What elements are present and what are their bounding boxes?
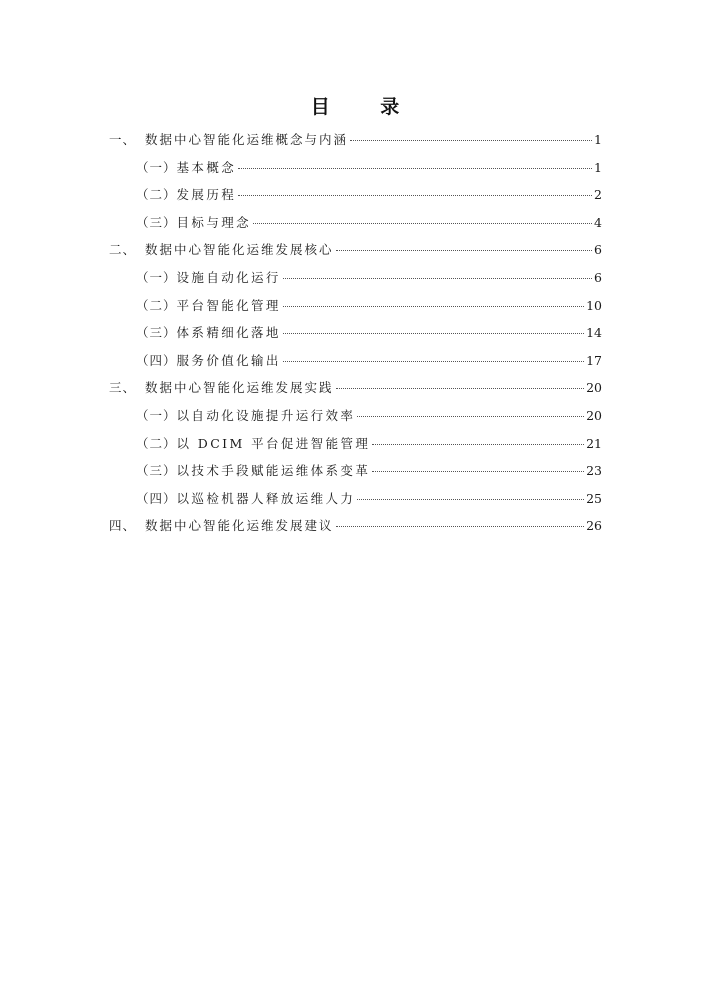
toc-entry[interactable] [136, 319, 602, 347]
toc-entry[interactable] [136, 154, 602, 182]
toc-entry-page: 20 [586, 407, 602, 423]
toc-entry-page: 2 [594, 187, 602, 203]
toc-entry[interactable] [136, 181, 602, 209]
toc-entry[interactable] [109, 512, 602, 540]
toc-entry-text: 数据中心智能化运维发展实践 [145, 380, 334, 396]
dot-leader [350, 140, 592, 141]
toc-title: 目 录 [310, 96, 422, 118]
toc-entry-text: 基本概念 [176, 159, 237, 175]
toc-entry[interactable] [109, 374, 602, 402]
dot-leader [283, 333, 584, 334]
dot-leader [238, 195, 592, 196]
table-of-contents [0, 126, 710, 540]
toc-entry-page: 21 [586, 435, 602, 451]
toc-entry-number: 二、 [109, 242, 137, 258]
toc-entry-page: 23 [586, 463, 602, 479]
toc-entry-text: 数据中心智能化运维发展核心 [145, 242, 334, 258]
toc-entry-page: 25 [586, 490, 602, 506]
toc-entry-page: 6 [594, 242, 602, 258]
toc-entry[interactable] [136, 347, 602, 375]
dot-leader [336, 388, 585, 389]
dot-leader [357, 416, 584, 417]
dot-leader [238, 168, 592, 169]
dot-leader [372, 444, 584, 445]
dot-leader [357, 499, 584, 500]
toc-entry[interactable] [109, 236, 602, 264]
toc-entry-page: 1 [594, 159, 602, 175]
toc-entry[interactable] [136, 264, 602, 292]
dot-leader [283, 361, 584, 362]
toc-entry-number: （一） [136, 159, 177, 175]
dot-leader [283, 306, 584, 307]
dot-leader [253, 223, 592, 224]
toc-entry[interactable] [136, 457, 602, 485]
toc-entry-page: 14 [586, 325, 602, 341]
toc-entry-number: 一、 [109, 132, 137, 147]
toc-entry[interactable] [136, 430, 602, 458]
toc-entry-text: 以技术手段赋能运维体系变革 [176, 463, 371, 479]
dot-leader [336, 526, 585, 527]
dot-leader [283, 278, 592, 279]
toc-entry-text: 数据中心智能化运维发展建议 [145, 518, 334, 534]
toc-entry-text: 平台智能化管理 [176, 297, 281, 313]
dot-leader [336, 250, 593, 251]
toc-entry[interactable] [109, 126, 602, 154]
toc-entry-text: 服务价值化输出 [176, 352, 281, 368]
toc-entry-number: （二） [136, 435, 177, 451]
toc-entry-page: 6 [594, 269, 602, 285]
toc-entry-number: （三） [136, 325, 177, 341]
toc-entry-number: （二） [136, 297, 177, 313]
toc-entry-page: 20 [586, 380, 602, 396]
toc-entry-page: 4 [594, 214, 602, 230]
toc-entry-number: （一） [136, 407, 177, 423]
toc-entry-number: 三、 [109, 380, 137, 396]
toc-entry-number: （四） [136, 352, 177, 368]
toc-entry-number: （四） [136, 490, 177, 506]
toc-entry-text: 以巡检机器人释放运维人力 [176, 490, 356, 506]
toc-entry-number: （二） [136, 187, 177, 203]
toc-entry[interactable] [136, 209, 602, 237]
toc-entry[interactable] [136, 402, 602, 430]
toc-entry[interactable] [136, 485, 602, 513]
toc-entry-number: （三） [136, 214, 177, 230]
toc-entry-text: 数据中心智能化运维概念与内涵 [145, 132, 349, 147]
toc-entry-text: 发展历程 [176, 187, 237, 203]
toc-entry-page: 10 [586, 297, 602, 313]
toc-entry-text: 以自动化设施提升运行效率 [176, 407, 356, 423]
toc-entry-text: 设施自动化运行 [176, 269, 281, 285]
toc-entry-text: 目标与理念 [176, 214, 252, 230]
toc-entry-number: （三） [136, 463, 177, 479]
toc-entry-page: 26 [586, 518, 602, 534]
toc-entry-number: （一） [136, 269, 177, 285]
toc-entry[interactable] [136, 292, 602, 320]
toc-entry-text: 以 DCIM 平台促进智能管理 [176, 435, 371, 451]
toc-entry-number: 四、 [109, 518, 137, 534]
toc-entry-page: 17 [586, 352, 602, 368]
toc-entry-text: 体系精细化落地 [176, 325, 281, 341]
dot-leader [372, 471, 584, 472]
toc-entry-page: 1 [594, 132, 602, 147]
